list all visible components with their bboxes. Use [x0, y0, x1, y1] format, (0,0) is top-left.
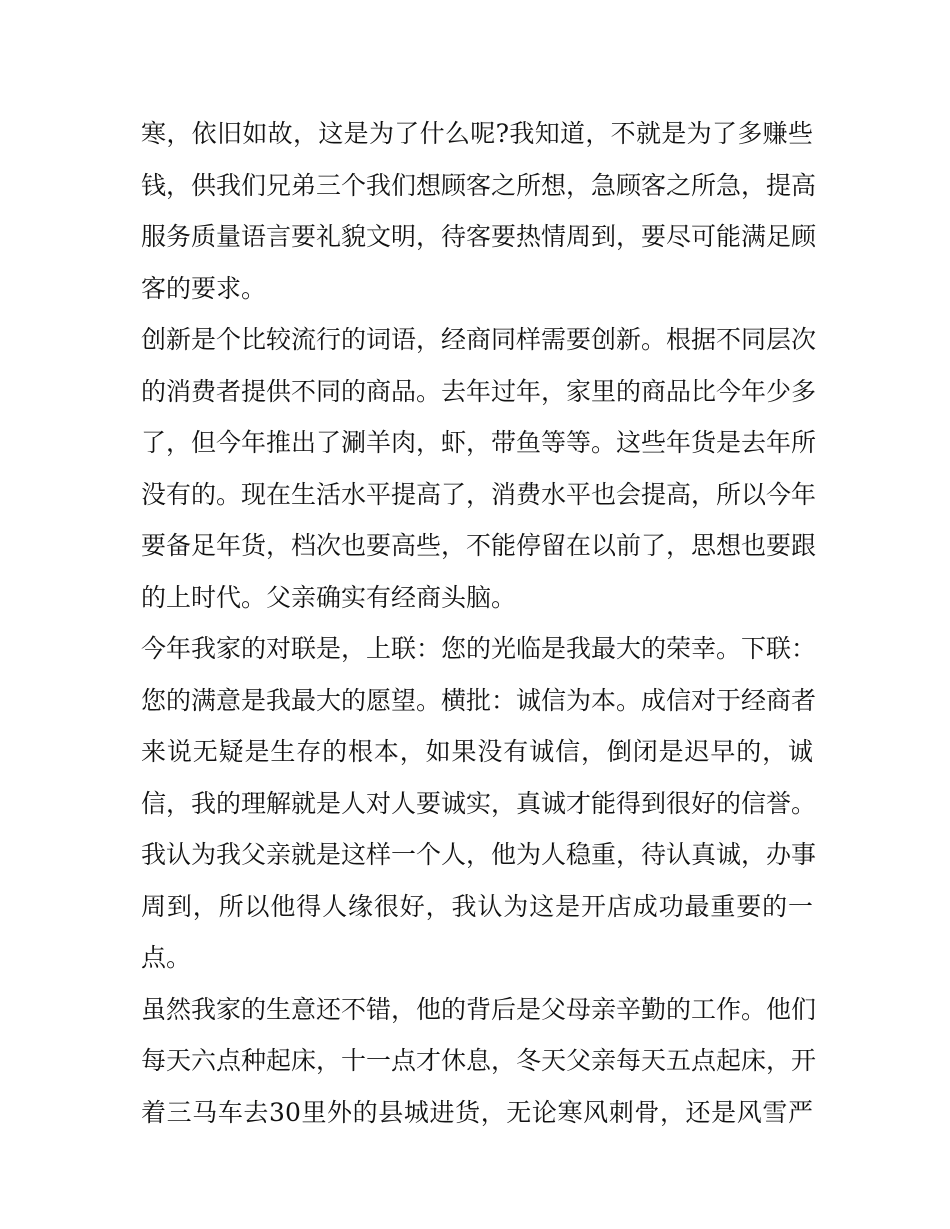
text-line: 没有的。现在生活水平提高了，消费水平也会提高，所以今年	[141, 479, 817, 509]
text-line: 虽然我家的生意还不错，他的背后是父母亲辛勤的工作。他们	[141, 994, 817, 1024]
paragraph-3	[141, 623, 817, 984]
paragraph-1	[141, 108, 817, 314]
text-line: 创新是个比较流行的词语，经商同样需要创新。根据不同层次	[141, 325, 817, 354]
text-line: 钱，供我们兄弟三个我们想顾客之所想，急顾客之所急，提高	[141, 170, 817, 200]
text-line: 您的满意是我最大的愿望。横批：诚信为本。成信对于经商者	[141, 685, 817, 715]
text-line: 每天六点种起床，十一点才休息，冬天父亲每天五点起床，开	[141, 1046, 817, 1075]
text-line: 周到，所以他得人缘很好，我认为这是开店成功最重要的一	[141, 891, 813, 921]
text-line: 点。	[141, 943, 192, 972]
document-body	[141, 108, 817, 1138]
text-line: 寒，依旧如故，这是为了什么呢?我知道，不就是为了多赚些	[141, 119, 813, 148]
text-line: 的消费者提供不同的商品。去年过年，家里的商品比今年少多	[141, 376, 817, 406]
paragraph-2	[141, 314, 817, 623]
text-line: 的上时代。父亲确实有经商头脑。	[141, 582, 517, 612]
text-line: 服务质量语言要礼貌文明，待客要热情周到，要尽可能满足顾	[141, 222, 817, 251]
paragraph-4	[141, 984, 817, 1139]
text-line: 来说无疑是生存的根本，如果没有诚信，倒闭是迟早的，诚	[141, 737, 813, 766]
text-line: 了，但今年推出了涮羊肉，虾，带鱼等等。这些年货是去年所	[141, 428, 817, 457]
text-line: 要备足年货，档次也要高些，不能停留在以前了，思想也要跟	[141, 531, 817, 560]
text-line: 今年我家的对联是，上联：您的光临是我最大的荣幸。下联：	[141, 634, 817, 663]
text-line: 客的要求。	[141, 273, 267, 303]
text-line: 我认为我父亲就是这样一个人，他为人稳重，待认真诚，办事	[141, 840, 817, 869]
text-line: 信，我的理解就是人对人要诚实，真诚才能得到很好的信誉。	[141, 788, 817, 818]
text-line: 着三马车去30里外的县城进货，无论寒风刺骨，还是风雪严	[141, 1097, 813, 1127]
